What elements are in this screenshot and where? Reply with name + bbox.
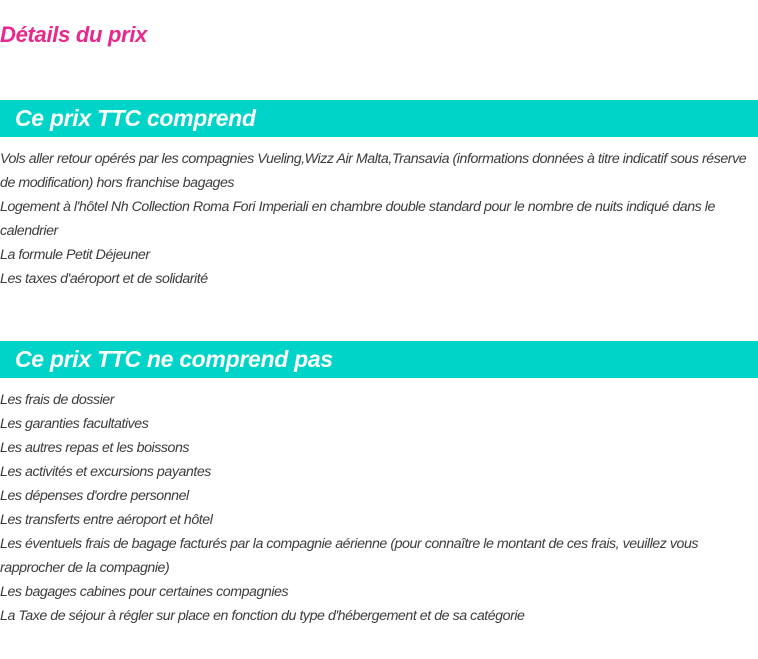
excluded-item: Les bagages cabines pour certaines compagnies <box>0 584 289 600</box>
excluded-item: La Taxe de séjour à régler sur place en fonction du type d'hébergement et de sa catégorie <box>0 608 525 624</box>
included-item: Les taxes d'aéroport et de solidarité <box>0 271 208 287</box>
included-item: La formule Petit Déjeuner <box>0 247 150 263</box>
excluded-item: Les dépenses d'ordre personnel <box>0 488 189 504</box>
excluded-item: Les frais de dossier <box>0 392 115 408</box>
excluded-item: Les transferts entre aéroport et hôtel <box>0 512 213 528</box>
excluded-item: Les éventuels frais de bagage facturés par la compagnie aérienne (pour connaître le montant de ces frais, veuillez vous rapprocher de la compagnie) <box>0 536 699 576</box>
excluded-section-title: Ce prix TTC ne comprend pas <box>15 346 333 372</box>
excluded-items-list <box>0 388 758 628</box>
included-section-header <box>0 100 758 137</box>
included-items-list <box>0 147 758 291</box>
page-title: Détails du prix <box>0 22 148 47</box>
excluded-item: Les activités et excursions payantes <box>0 464 211 480</box>
excluded-item: Les autres repas et les boissons <box>0 440 190 456</box>
excluded-section-header <box>0 341 758 378</box>
included-item: Logement à l'hôtel Nh Collection Roma Fori Imperiali en chambre double standard pour le nombre de nuits indiqué dans le calendrier <box>0 199 715 239</box>
excluded-item: Les garanties facultatives <box>0 416 149 432</box>
included-section-title: Ce prix TTC comprend <box>15 105 256 131</box>
included-item: Vols aller retour opérés par les compagnies Vueling,Wizz Air Malta,Transavia (informations données à titre indicatif sous réserve de modification) hors franchise bagages <box>0 151 747 191</box>
